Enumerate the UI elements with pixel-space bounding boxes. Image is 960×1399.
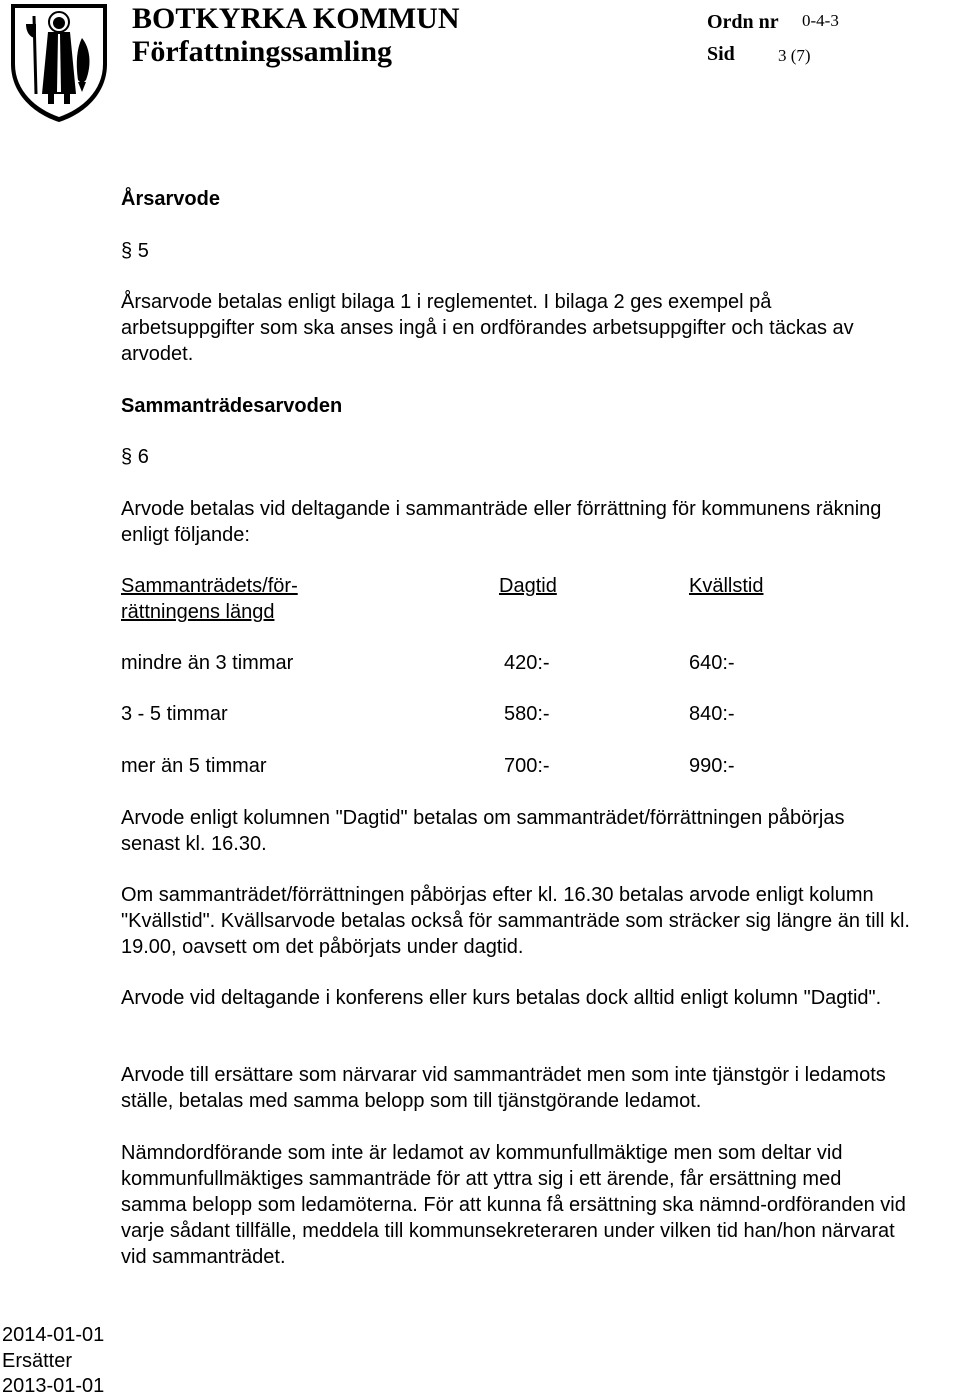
paragraph-number: 5 <box>137 240 149 262</box>
table-row-3-day: 700:- <box>504 755 550 777</box>
paragraph-number: 6 <box>137 446 149 468</box>
paragraph-dagtid: Arvode enligt kolumnen "Dagtid" betalas om sammanträdet/förrättningen påbörjas senast kl. 16.30. <box>121 807 845 855</box>
table-row-2-day: 580:- <box>504 703 550 725</box>
sid-label: Sid <box>707 43 735 65</box>
sid-value: 3 (7) <box>778 46 811 65</box>
table-row-2-evening: 840:- <box>689 703 735 725</box>
arsarvode-text: Årsarvode betalas enligt bilaga 1 i reglementet. I bilaga 2 ges exempel på arbetsuppgifter som ska anses ingå i en ordförandes arbetsuppgifter och täckas av arvodet. <box>121 291 854 365</box>
paragraph-number-6 <box>121 444 149 470</box>
collection-title: Författningssamling <box>132 35 393 68</box>
paragraph-number-5 <box>121 238 149 264</box>
table-header-length-line2: rättningens längd <box>121 601 275 623</box>
footer-replaces-label: Ersätter <box>2 1350 73 1372</box>
table-row-3-length: mer än 5 timmar <box>121 755 267 777</box>
paragraph-kvallstid: Om sammanträdet/förrättningen påbörjas efter kl. 16.30 betalas arvode enligt kolumn "Kvällstid". Kvällsarvode betalas också för sammanträde som sträcker sig längre än till kl. 19.00, oavsett om det påbörjats under dagtid. <box>121 884 910 958</box>
ordn-value: 0-4-3 <box>802 11 839 30</box>
table-row-1-length: mindre än 3 timmar <box>121 652 294 674</box>
ordn-label: Ordn nr <box>707 11 779 33</box>
table-row-2-length: 3 - 5 timmar <box>121 703 228 725</box>
heading-arsarvode: Årsarvode <box>121 188 220 210</box>
municipality-name: BOTKYRKA KOMMUN <box>132 2 460 35</box>
heading-sammantradesarvoden: Sammanträdesarvoden <box>121 395 343 417</box>
table-row-1-evening: 640:- <box>689 652 735 674</box>
table-header-day: Dagtid <box>499 575 557 597</box>
table-header-evening: Kvällstid <box>689 575 764 597</box>
table-header-length-line1: Sammanträdets/för- <box>121 575 298 597</box>
paragraph-namndordforande: Nämndordförande som inte är ledamot av kommunfullmäktige men som deltar vid kommunfullmäktiges sammanträde för att yttra sig i ett ärende, får ersättning med samma belopp som ledamöterna. För att kunna få ersättning ska nämnd-ordföranden vid varje sådant tillfälle, meddela till kommunsekreteraren under vilken tid han/hon närvarat vid sammanträdet. <box>121 1142 906 1268</box>
paragraph-mark: § <box>121 446 133 468</box>
table-row-1-day: 420:- <box>504 652 550 674</box>
coat-of-arms-icon <box>8 2 110 124</box>
sammantrade-intro: Arvode betalas vid deltagande i sammanträde eller förrättning för kommunens räkning enligt följande: <box>121 498 882 546</box>
footer-replaces-date: 2013-01-01 <box>2 1375 105 1397</box>
paragraph-konferens: Arvode vid deltagande i konferens eller kurs betalas dock alltid enligt kolumn "Dagtid". <box>121 987 882 1009</box>
table-row-3-evening: 990:- <box>689 755 735 777</box>
footer-date: 2014-01-01 <box>2 1324 105 1346</box>
paragraph-mark: § <box>121 240 133 262</box>
paragraph-ersattare: Arvode till ersättare som närvarar vid sammanträdet men som inte tjänstgör i ledamots ställe, betalas med samma belopp som till tjänstgörande ledamot. <box>121 1064 886 1112</box>
